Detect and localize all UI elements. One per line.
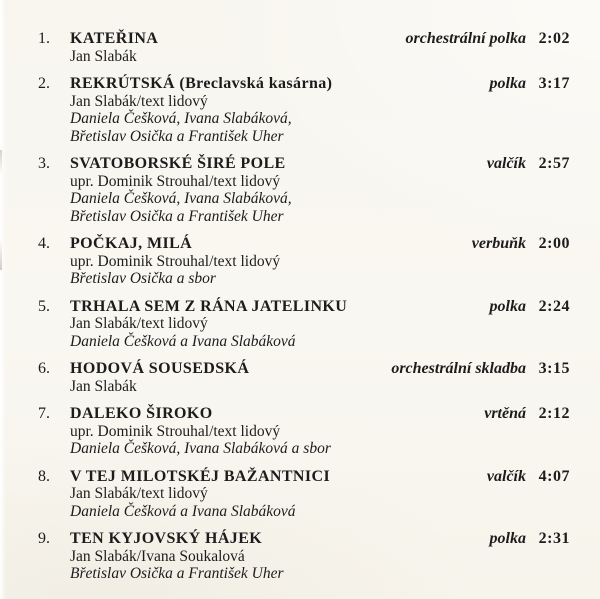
track-item — [38, 298, 570, 351]
track-item — [38, 75, 570, 145]
credit-line: Jan Slabák/text lidový — [70, 92, 208, 110]
track-duration: 4:07 — [538, 467, 570, 485]
track-number: 4. — [38, 235, 50, 252]
track-row — [38, 468, 570, 486]
track-duration: 3:17 — [538, 75, 570, 92]
credit-line: Jan Slabák/text lidový — [70, 315, 208, 332]
track-credits — [70, 315, 570, 350]
track-credits — [70, 93, 570, 146]
track-genre: valčík — [486, 155, 526, 172]
track-duration: 2:57 — [538, 155, 570, 172]
track-row — [38, 235, 570, 253]
track-number: 2. — [38, 75, 50, 92]
credit-line: Jan Slabák — [70, 377, 137, 395]
track-credits — [70, 253, 570, 288]
track-number: 1. — [38, 30, 50, 47]
track-number: 5. — [38, 297, 50, 315]
track-item — [38, 468, 570, 521]
track-duration: 2:02 — [538, 30, 570, 47]
track-number: 9. — [38, 530, 50, 547]
track-row — [38, 30, 570, 48]
track-row — [38, 405, 570, 423]
track-genre: polka — [489, 530, 526, 547]
track-row — [38, 155, 570, 173]
track-number: 8. — [38, 467, 50, 485]
credit-line: Břetislav Osička a František Uher — [70, 127, 284, 145]
track-duration: 2:00 — [538, 235, 570, 252]
track-row — [38, 298, 570, 316]
track-credits — [70, 48, 570, 66]
track-credits — [70, 423, 570, 458]
track-item — [38, 405, 570, 458]
track-genre: vrtěná — [484, 405, 526, 422]
credit-line: Daniela Češková, Ivana Slabáková a sbor — [70, 440, 331, 457]
credit-line: Jan Slabák/Ivana Soukalová — [70, 547, 245, 565]
track-number: 7. — [38, 405, 50, 422]
track-title: TEN KYJOVSKÝ HÁJEK — [70, 530, 263, 547]
track-number: 3. — [38, 155, 50, 172]
track-row — [38, 360, 570, 378]
track-duration: 2:12 — [538, 405, 570, 422]
credit-line: Břetislav Osička a František Uher — [70, 565, 284, 582]
track-title: TRHALA SEM Z RÁNA JATELINKU — [70, 297, 348, 315]
credit-line: upr. Dominik Strouhal/text lidový — [70, 172, 281, 190]
track-credits — [70, 548, 570, 583]
track-title: REKRÚTSKÁ (Breclavská kasárna) — [70, 75, 333, 92]
track-item — [38, 360, 570, 395]
track-number: 6. — [38, 360, 50, 377]
track-genre: polka — [489, 297, 526, 315]
track-title: KATEŘINA — [70, 30, 159, 47]
track-genre: orchestrální polka — [405, 30, 526, 47]
track-title: V TEJ MILOTSKÉJ BAŽANTNICI — [70, 467, 331, 485]
track-title: HODOVÁ SOUSEDSKÁ — [70, 360, 250, 377]
track-genre: polka — [489, 75, 526, 92]
track-title: DALEKO ŠIROKO — [70, 405, 213, 422]
credit-line: Břetislav Osička a František Uher — [70, 207, 284, 225]
credit-line: Daniela Češková a Ivana Slabáková — [70, 502, 296, 520]
credit-line: Břetislav Osička a sbor — [70, 270, 216, 287]
track-credits — [70, 485, 570, 520]
track-title: SVATOBORSKÉ ŠIRÉ POLE — [70, 155, 286, 172]
track-credits — [70, 378, 570, 396]
track-genre: valčík — [486, 467, 526, 485]
track-item — [38, 155, 570, 225]
track-credits — [70, 173, 570, 226]
track-genre: verbuňk — [471, 235, 526, 252]
track-row — [38, 75, 570, 93]
credit-line: Daniela Češková, Ivana Slabáková, — [70, 110, 292, 127]
track-row — [38, 530, 570, 548]
credit-line: upr. Dominik Strouhal/text lidový — [70, 252, 281, 270]
track-item — [38, 235, 570, 288]
credit-line: Jan Slabák — [70, 47, 137, 65]
credit-line: upr. Dominik Strouhal/text lidový — [70, 422, 281, 440]
track-duration: 2:24 — [538, 297, 570, 315]
track-title: POČKAJ, MILÁ — [70, 235, 193, 252]
credit-line: Daniela Češková a Ivana Slabáková — [70, 332, 296, 350]
track-genre: orchestrální skladba — [391, 360, 526, 377]
track-duration: 3:15 — [538, 360, 570, 377]
credit-line: Jan Slabák/text lidový — [70, 485, 208, 502]
track-duration: 2:31 — [538, 530, 570, 547]
track-item — [38, 30, 570, 65]
track-item — [38, 530, 570, 583]
credit-line: Daniela Češková, Ivana Slabáková, — [70, 190, 292, 207]
